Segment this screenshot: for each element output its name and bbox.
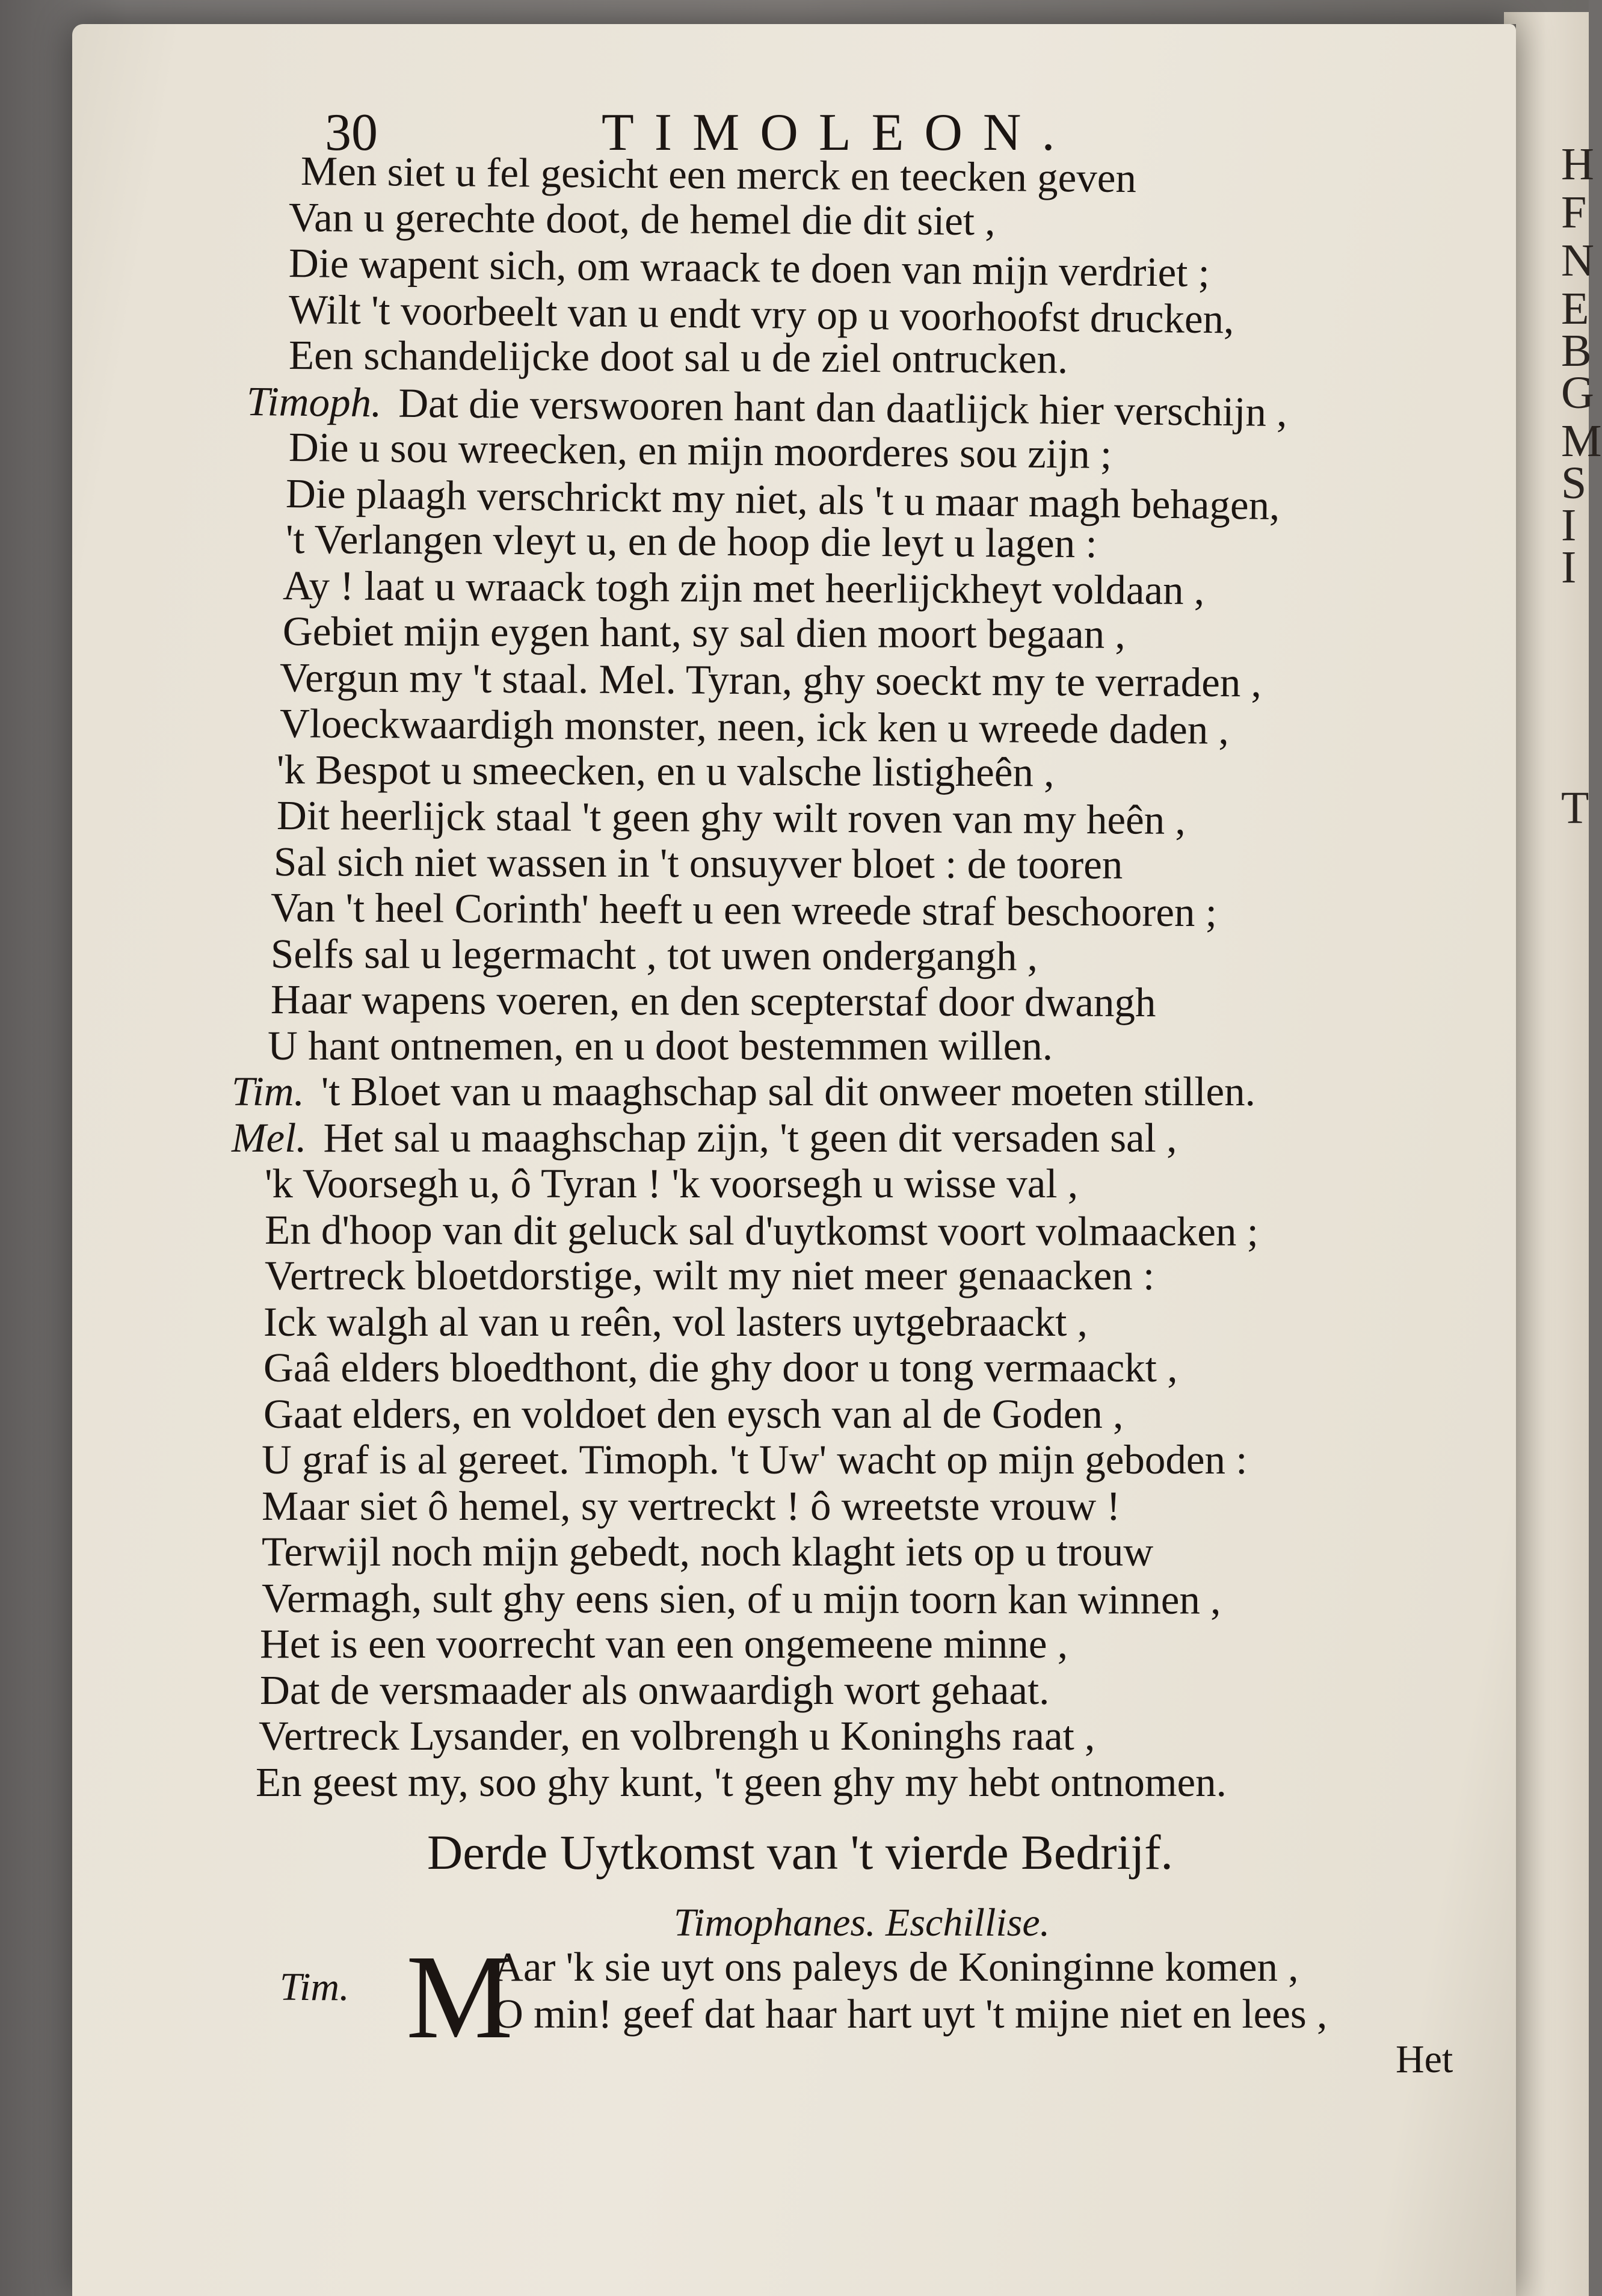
verse-text: U hant ontnemen, en u doot bestemmen willen.	[268, 1022, 1053, 1069]
facing-page-letter: M	[1561, 416, 1602, 466]
verse-text: Van u gerechte doot, de hemel die dit siet ,	[288, 194, 996, 244]
verse-line	[259, 1712, 1095, 1759]
verse-line	[289, 424, 1112, 478]
verse-text: Gaat elders, en voldoet den eysch van al de Goden ,	[263, 1390, 1124, 1437]
facing-page-letter: S	[1561, 458, 1587, 508]
running-title: TIMOLEON.	[602, 103, 1076, 162]
scene-characters: Timophanes. Eschillise.	[674, 1901, 1050, 1945]
verse-text: Vloeckwaardigh monster, neen, ick ken u wreede daden ,	[279, 700, 1230, 753]
verse-text: Vermagh, sult ghy eens sien, of u mijn toorn kan winnen ,	[261, 1575, 1221, 1623]
speaker-label: Timoph.	[246, 378, 382, 425]
facing-page-letter: N	[1561, 235, 1594, 286]
verse-text: Haar wapens voeren, en den scepterstaf door dwangh	[270, 977, 1156, 1026]
facing-page-letter: I	[1561, 500, 1577, 551]
verse-text: Ick walgh al van u reên, vol lasters uytgebraackt ,	[263, 1298, 1088, 1345]
verse-line	[232, 1068, 1255, 1115]
verse-line	[289, 332, 1068, 383]
verse-line	[286, 516, 1097, 567]
verse-line	[256, 1759, 1227, 1806]
verse-line	[265, 1206, 1258, 1255]
verse-text: Dat die verswooren hant dan daatlijck hier verschijn ,	[398, 380, 1287, 435]
verse-line	[280, 700, 1229, 753]
verse-text: 't Verlangen vleyt u, en de hoop die leyt u lagen :	[285, 516, 1097, 567]
facing-page-letter: I	[1561, 542, 1577, 593]
scene-line-1: Aar 'k sie uyt ons paleys de Koninginne komen ,	[493, 1944, 1299, 1990]
verse-text: Sal sich niet wassen in 't onsuyver bloet : de tooren	[273, 838, 1123, 887]
verse-line	[271, 976, 1156, 1026]
verse-line	[262, 1436, 1247, 1483]
verse-line	[262, 1575, 1221, 1623]
verse-text: Die u sou wreecken, en mijn moorderes sou zijn ;	[288, 424, 1112, 477]
verse-line	[262, 1528, 1153, 1575]
facing-page-letter: G	[1561, 368, 1594, 418]
verse-text: Gaâ elders bloedthont, die ghy door u tong vermaackt ,	[263, 1345, 1178, 1390]
verse-text: 'k Bespot u smeecken, en u valsche listigheên ,	[276, 746, 1055, 795]
verse-line	[263, 1298, 1088, 1345]
verse-line	[265, 1252, 1154, 1299]
verse-line	[268, 1022, 1053, 1069]
verse-text: U graf is al gereet. Timoph. 't Uw' wacht op mijn geboden :	[262, 1437, 1248, 1483]
verse-line	[283, 562, 1205, 614]
verse-text: En geest my, soo ghy kunt, 't geen ghy my hebt ontnomen.	[256, 1759, 1227, 1805]
verse-line	[301, 147, 1137, 202]
verse-text: Het sal u maaghschap zijn, 't geen dit versaden sal ,	[323, 1114, 1177, 1161]
verse-text: Vertreck Lysander, en volbrengh u Koninghs raat ,	[259, 1713, 1095, 1759]
verse-line	[232, 1114, 1177, 1161]
verse-line	[262, 1483, 1120, 1529]
verse-text: Gebiet mijn eygen hant, sy sal dien moort begaan ,	[282, 608, 1126, 657]
page-number: 30	[325, 103, 378, 162]
speaker-label: Mel.	[232, 1114, 307, 1161]
scene-heading: Derde Uytkomst van 't vierde Bedrijf.	[427, 1825, 1173, 1880]
verse-text: Men siet u fel gesicht een merck en teecken geven	[300, 148, 1137, 202]
verse-line	[277, 746, 1055, 796]
facing-page-letter: F	[1561, 187, 1587, 238]
verse-line	[289, 194, 996, 244]
verse-text: 't Bloet van u maaghschap sal dit onweer moeten stillen.	[321, 1069, 1255, 1114]
verse-text: Selfs sal u legermacht , tot uwen ondergangh ,	[270, 930, 1038, 979]
facing-page-letter: T	[1561, 783, 1589, 833]
verse-line	[260, 1667, 1049, 1714]
drop-capital: M	[406, 1931, 513, 2064]
verse-line	[277, 792, 1186, 844]
scene-line-2: O min! geef dat haar hart uyt 't mijne niet en lees ,	[493, 1991, 1328, 2037]
verse-text: Maar siet ô hemel, sy vertreckt ! ô wreetste vrouw !	[262, 1483, 1121, 1529]
verse-line	[271, 884, 1217, 936]
scene-speaker: Tim.	[280, 1965, 350, 2009]
catchword: Het	[1396, 2037, 1453, 2081]
verse-line	[265, 1160, 1078, 1207]
verse-text: Die wapent sich, om wraack te doen van mijn verdriet ;	[288, 240, 1210, 296]
speaker-label: Tim.	[232, 1069, 304, 1114]
verse-line	[274, 838, 1123, 888]
verse-line	[260, 1620, 1068, 1667]
verse-text: Terwijl noch mijn gebedt, noch klaght iets op u trouw	[262, 1529, 1154, 1575]
verse-text: 'k Voorsegh u, ô Tyran ! 'k voorsegh u wisse val ,	[265, 1161, 1079, 1206]
verse-text: Ay ! laat u wraack togh zijn met heerlijckheyt voldaan ,	[282, 562, 1205, 613]
book-page	[72, 24, 1516, 2296]
verse-text: Het is een voorrecht van een ongemeene minne ,	[260, 1621, 1068, 1667]
verse-text: Een schandelijcke doot sal u de ziel ontrucken.	[288, 332, 1068, 382]
verse-text: Vertreck bloetdorstige, wilt my niet meer genaacken :	[265, 1253, 1155, 1298]
facing-page-letter: H	[1561, 139, 1594, 190]
verse-text: Dit heerlijck staal 't geen ghy wilt roven van my heên ,	[276, 792, 1186, 843]
verse-line	[271, 930, 1038, 980]
verse-text: Wilt 't voorbeelt van u endt vry op u voorhoofst drucken,	[288, 286, 1234, 342]
verse-text: En d'hoop van dit geluck sal d'uytkomst voort volmaacken ;	[264, 1206, 1258, 1254]
verse-text: Dat de versmaader als onwaardigh wort gehaat.	[260, 1667, 1050, 1713]
verse-line	[263, 1390, 1123, 1437]
verse-line	[280, 654, 1262, 706]
verse-text: Vergun my 't staal. Mel. Tyran, ghy soeckt my te verraden ,	[279, 654, 1262, 706]
verse-line	[283, 608, 1126, 658]
verse-line	[263, 1344, 1177, 1391]
facing-page-letter: B	[1561, 326, 1592, 376]
facing-page-letter: E	[1561, 283, 1589, 334]
verse-text: Van 't heel Corinth' heeft u een wreede straf beschooren ;	[270, 884, 1218, 936]
verse-text: Die plaagh verschrickt my niet, als 't u maar magh behagen,	[285, 470, 1280, 528]
